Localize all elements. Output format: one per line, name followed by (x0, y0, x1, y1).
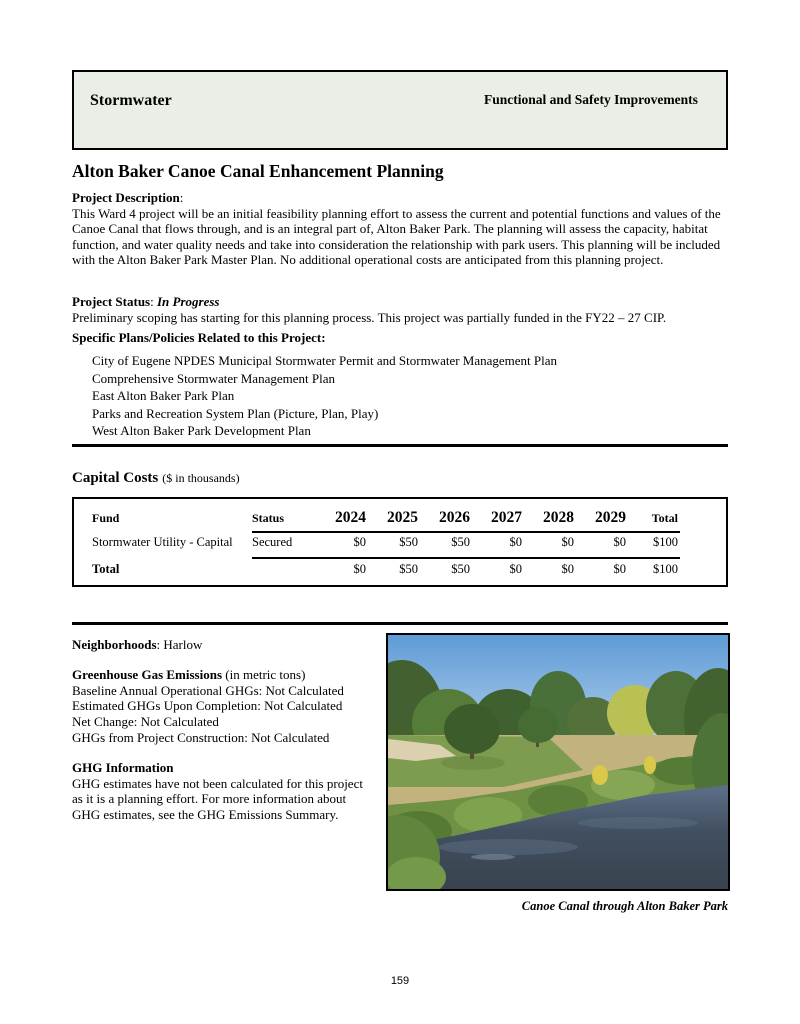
cell-2027: $0 (509, 535, 522, 549)
ghg-line: Baseline Annual Operational GHGs: Not Calculated (72, 682, 344, 698)
plan-item: West Alton Baker Park Development Plan (92, 423, 311, 439)
table-total-rule (252, 557, 680, 559)
project-status-value: In Progress (156, 294, 220, 309)
plan-item: City of Eugene NPDES Municipal Stormwater Permit and Stormwater Management Plan (92, 353, 558, 368)
ghg-emissions-heading: Greenhouse Gas Emissions (in metric tons) (72, 666, 306, 682)
table-total-row (74, 562, 726, 577)
ghg-line: Estimated GHGs Upon Completion: Not Calculated (72, 698, 343, 714)
cell-2029: $0 (613, 535, 626, 549)
header-2029: 2029 (595, 509, 626, 526)
canal-photo-illustration (388, 635, 728, 889)
ghg-information-heading: GHG Information (72, 759, 174, 775)
table-header-row (74, 509, 726, 527)
section-divider (72, 622, 728, 625)
capital-costs-subtitle: ($ in thousands) (162, 471, 240, 485)
cell-2024: $0 (353, 535, 366, 549)
project-description-text: This Ward 4 project will be an initial feasibility planning effort to assess the current and potential functions and values of the Canoe Canal that flows through, and is an integral part of, Alton Baker Park. The planning will assess the capacity, habitat function, and water quality needs and take into consideration the relationship with park users. This planning will be included with the Alton Baker Park Master Plan. No additional operational costs are anticipated from this planning project. (72, 205, 721, 268)
page-number: 159 (390, 975, 410, 987)
total-2027: $0 (509, 562, 522, 576)
category-banner (72, 70, 728, 150)
plan-item: Comprehensive Stormwater Management Plan (92, 370, 335, 386)
cell-2025: $50 (399, 535, 418, 549)
neighborhoods-line: Neighborhoods: Harlow (72, 637, 203, 652)
section-divider (72, 444, 728, 447)
project-type-label: Functional and Safety Improvements (484, 92, 698, 107)
header-fund: Fund (92, 511, 120, 525)
header-2025: 2025 (387, 509, 418, 526)
plans-section (72, 330, 732, 440)
cell-total: $100 (653, 535, 678, 549)
project-status-heading: Project Status: In Progress (72, 294, 220, 309)
total-label: Total (92, 562, 120, 576)
cell-fund: Stormwater Utility - Capital (92, 535, 233, 549)
photo-caption: Canoe Canal through Alton Baker Park (521, 899, 728, 913)
total-2024: $0 (353, 562, 366, 576)
project-description-heading: Project Description: (72, 190, 184, 205)
ghg-line: Net Change: Not Calculated (72, 714, 219, 730)
project-description-section (72, 190, 732, 268)
plan-item: East Alton Baker Park Plan (92, 388, 235, 404)
header-2028: 2028 (543, 509, 574, 526)
capital-costs-heading (72, 469, 240, 487)
capital-costs-title: Capital Costs (72, 470, 159, 486)
cell-status: Secured (252, 535, 293, 549)
ghg-line: GHGs from Project Construction: Not Calculated (72, 729, 330, 745)
total-total: $100 (653, 562, 678, 576)
category-label: Stormwater (90, 92, 172, 109)
table-row (74, 535, 726, 550)
project-details-column (72, 637, 372, 837)
table-header-rule (252, 531, 680, 533)
header-2027: 2027 (491, 509, 522, 526)
header-2026: 2026 (439, 509, 470, 526)
capital-costs-table (72, 497, 728, 587)
plans-heading: Specific Plans/Policies Related to this Project: (72, 330, 326, 345)
total-2025: $50 (399, 562, 418, 576)
header-total: Total (651, 511, 678, 525)
ghg-information-block (72, 760, 372, 823)
plan-item: Parks and Recreation System Plan (Picture, Plan, Play) (92, 405, 379, 421)
project-status-section (72, 294, 732, 325)
project-status-text: Preliminary scoping has starting for this planning process. This project was partially funded in the FY22 – 27 CIP. (72, 309, 667, 325)
total-2029: $0 (613, 562, 626, 576)
cell-2026: $50 (451, 535, 470, 549)
cell-2028: $0 (561, 535, 574, 549)
header-2024: 2024 (335, 509, 366, 526)
plans-list (72, 352, 732, 440)
ghg-emissions-block (72, 667, 372, 746)
total-2028: $0 (561, 562, 574, 576)
page-title: Alton Baker Canoe Canal Enhancement Planning (72, 161, 444, 181)
header-status: Status (252, 511, 285, 525)
project-photo (386, 633, 730, 891)
ghg-information-text: GHG estimates have not been calculated for this project as it is a planning effort. For more information about GHG estimates, see the GHG Emissions Summary. (72, 775, 363, 823)
total-2026: $50 (451, 562, 470, 576)
